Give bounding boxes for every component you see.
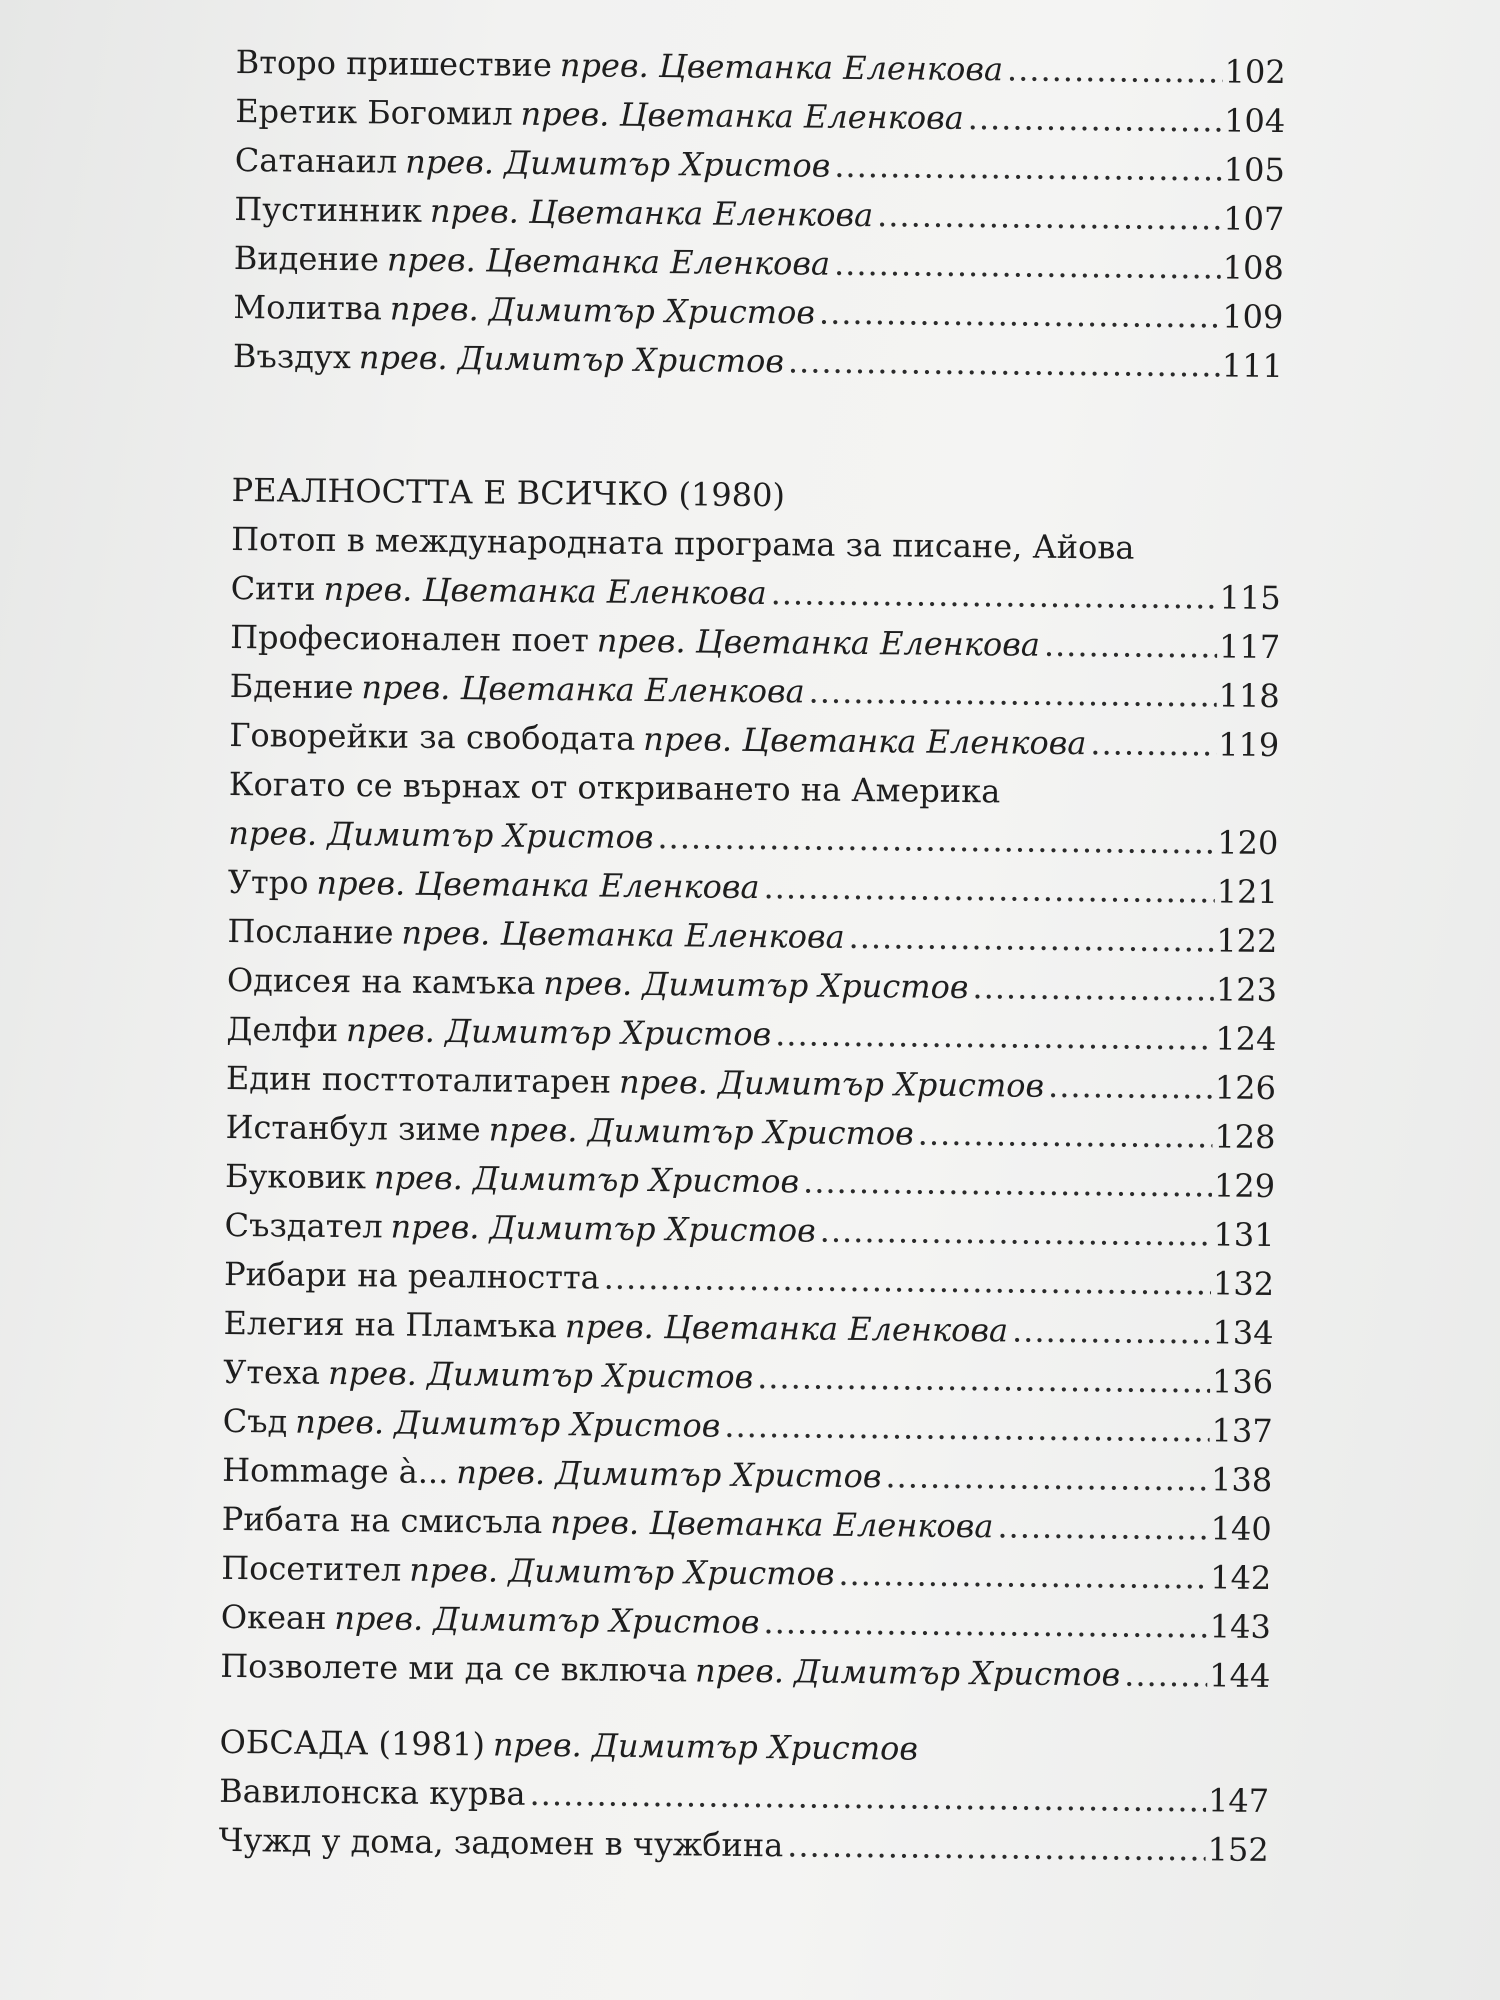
toc-entry-translator: прев. Димитър Христов bbox=[390, 1207, 816, 1250]
toc-entry-translator: прев. Димитър Христов bbox=[295, 1402, 721, 1445]
toc-block-2 bbox=[220, 466, 1282, 1701]
section-heading-text: РЕАЛНОСТТА Е ВСИЧКО (1980) bbox=[231, 470, 786, 515]
toc-entry-translator: прев. Димитър Христов bbox=[488, 1110, 914, 1153]
toc-page-number: 136 bbox=[1211, 1362, 1274, 1402]
toc-page-number: 117 bbox=[1218, 627, 1281, 667]
toc-leader-dots bbox=[724, 1402, 1210, 1456]
toc-leader-dots bbox=[918, 1110, 1213, 1162]
toc-entry-translator: прев. Цветанка Еленкова bbox=[564, 1307, 1009, 1350]
toc-block-3 bbox=[218, 1718, 1269, 1875]
toc-leader-dots bbox=[763, 863, 1215, 916]
toc-entry-title: Въздух bbox=[232, 336, 352, 377]
toc-block-1 bbox=[233, 38, 1286, 391]
toc-entry-title: Рибари на реалността bbox=[223, 1254, 600, 1297]
toc-entry-title: Говорейки за свободата bbox=[229, 715, 636, 758]
toc-entry-translator: прев. Димитър Христов bbox=[228, 813, 654, 857]
toc-leader-dots bbox=[603, 1254, 1211, 1309]
toc-entry-translator: прев. Цветанка Еленкова bbox=[520, 94, 964, 137]
toc-leader-dots bbox=[997, 1502, 1209, 1553]
toc-page bbox=[217, 38, 1286, 1988]
toc-entry-title: Еретик Богомил bbox=[235, 91, 513, 133]
toc-leader-dots bbox=[657, 813, 1215, 867]
toc-entry-title: Второ пришествие bbox=[235, 42, 553, 85]
toc-leader-dots bbox=[1048, 1062, 1213, 1113]
toc-entry-translator: прев. Цветанка Еленкова bbox=[550, 1503, 994, 1546]
toc-page-number: 121 bbox=[1216, 872, 1279, 912]
toc-page-number: 104 bbox=[1223, 101, 1286, 141]
toc-page-number: 111 bbox=[1221, 346, 1284, 386]
section-heading-text: ОБСАДА (1981) bbox=[219, 1722, 486, 1764]
toc-entry bbox=[220, 1642, 1270, 1701]
toc-page-number: 129 bbox=[1213, 1166, 1276, 1206]
toc-leader-dots bbox=[787, 1821, 1206, 1874]
toc-entry bbox=[233, 332, 1283, 391]
toc-leader-dots bbox=[877, 191, 1222, 243]
toc-leader-dots bbox=[848, 913, 1214, 966]
toc-leader-dots bbox=[1007, 45, 1223, 96]
toc-entry bbox=[218, 1816, 1268, 1875]
toc-entry-translator: прев. Димитър Христов bbox=[389, 289, 816, 332]
toc-entry-translator: прев. Димитър Христов bbox=[694, 1651, 1121, 1694]
toc-entry-translator: прев. Цветанка Еленкова bbox=[401, 913, 845, 956]
toc-leader-dots bbox=[529, 1770, 1206, 1825]
toc-entry-translator: прев. Димитър Христов bbox=[334, 1599, 760, 1642]
toc-leader-dots bbox=[819, 289, 1221, 342]
toc-page-number: 138 bbox=[1210, 1460, 1273, 1500]
toc-entry-translator: прев. Цветанка Еленкова bbox=[361, 668, 805, 711]
toc-entry-title: Послание bbox=[227, 911, 394, 952]
toc-page-number: 118 bbox=[1218, 676, 1280, 716]
toc-entry-translator: прев. Димитър Христов bbox=[618, 1062, 1045, 1105]
toc-entry-translator: прев. Цветанка Еленкова bbox=[559, 46, 1004, 89]
toc-entry-translator: прев. Димитър Христов bbox=[409, 1550, 835, 1593]
toc-entry-title: Позволете ми да се включа bbox=[220, 1646, 688, 1690]
toc-entry-title: Когато се върнах от откриването на Америка bbox=[228, 764, 1001, 811]
toc-page-number: 126 bbox=[1214, 1068, 1277, 1108]
toc-leader-dots bbox=[885, 1452, 1209, 1504]
toc-entry-translator: прев. Цветанка Еленкова bbox=[643, 719, 1087, 763]
section-heading-translator: прев. Димитър Христов bbox=[492, 1725, 919, 1768]
toc-entry-title: Видение bbox=[233, 238, 380, 279]
toc-leader-dots bbox=[763, 1598, 1208, 1651]
toc-entry-title: Рибата на смисъла bbox=[221, 1499, 543, 1542]
toc-entry-translator: прев. Цветанка Еленкова bbox=[429, 191, 874, 235]
toc-page-number: 119 bbox=[1218, 725, 1280, 765]
toc-entry-title: Утро bbox=[227, 862, 309, 902]
toc-leader-dots bbox=[834, 240, 1221, 293]
toc-entry-title: Утеха bbox=[223, 1352, 321, 1392]
toc-entry-title: Професионален поет bbox=[230, 617, 589, 660]
toc-page-number: 123 bbox=[1215, 970, 1278, 1010]
toc-leader-dots bbox=[1090, 719, 1216, 769]
toc-entries-a bbox=[229, 564, 1281, 770]
toc-page-number: 107 bbox=[1223, 199, 1285, 239]
toc-entry-title: Молитва bbox=[233, 287, 383, 328]
toc-leader-dots bbox=[972, 963, 1214, 1014]
toc-entry-title: Бдение bbox=[229, 666, 354, 707]
toc-leader-dots bbox=[808, 668, 1216, 721]
toc-entry-title: Делфи bbox=[226, 1009, 339, 1050]
toc-page-number: 105 bbox=[1223, 150, 1285, 190]
toc-page-number: 132 bbox=[1212, 1264, 1275, 1304]
toc-entry-title: Създател bbox=[224, 1205, 383, 1246]
toc-entry-translator: прев. Димитър Христов bbox=[405, 142, 831, 185]
toc-intro-text: Потоп в международната програма за писане, Айова bbox=[231, 519, 1135, 567]
toc-page-number: 140 bbox=[1210, 1509, 1272, 1549]
toc-entry-title: Hommage à... bbox=[222, 1450, 449, 1492]
toc-entry-translator: прев. Цветанка Еленкова bbox=[596, 621, 1041, 664]
toc-page-number: 152 bbox=[1207, 1830, 1269, 1869]
toc-page-number: 142 bbox=[1210, 1558, 1272, 1598]
toc-page-number: 131 bbox=[1213, 1215, 1275, 1255]
toc-entry-translator: прев. Димитър Христов bbox=[358, 338, 785, 381]
toc-page-number: 120 bbox=[1217, 823, 1279, 863]
toc-page-number: 124 bbox=[1215, 1019, 1277, 1059]
toc-page-number: 143 bbox=[1209, 1607, 1271, 1647]
toc-leader-dots bbox=[834, 142, 1222, 195]
toc-entry-title: Чужд у дома, задомен в чужбина bbox=[218, 1820, 784, 1865]
toc-entry-translator: прев. Цветанка Еленкова bbox=[323, 569, 767, 613]
toc-leader-dots bbox=[838, 1550, 1208, 1603]
toc-leader-dots bbox=[820, 1207, 1212, 1260]
toc-page-number: 122 bbox=[1216, 921, 1278, 961]
toc-leader-dots bbox=[803, 1157, 1212, 1210]
toc-entry-translator: прев. Димитър Христов bbox=[345, 1011, 772, 1054]
toc-page-number: 128 bbox=[1214, 1117, 1276, 1157]
toc-entry-title: Одисея на камъка bbox=[226, 960, 536, 1002]
toc-leader-dots bbox=[757, 1353, 1210, 1406]
toc-page-number: 115 bbox=[1219, 578, 1281, 618]
toc-entry-title: Съд bbox=[222, 1401, 288, 1441]
toc-page-number: 147 bbox=[1207, 1781, 1270, 1820]
toc-entry-title: Буковик bbox=[224, 1156, 367, 1197]
toc-entry-title: Океан bbox=[220, 1597, 327, 1637]
toc-entry-title: Сатанаил bbox=[234, 140, 398, 181]
toc-entry-translator: прев. Димитър Христов bbox=[373, 1158, 800, 1201]
toc-leader-dots bbox=[1012, 1307, 1211, 1358]
toc-entry-title: Посетител bbox=[221, 1548, 402, 1589]
toc-entry-title: Пустинник bbox=[234, 189, 423, 230]
toc-leader-dots bbox=[1044, 621, 1218, 672]
toc-leader-dots bbox=[968, 94, 1223, 145]
toc-entry-translator: прев. Цветанка Еленкова bbox=[316, 863, 760, 907]
toc-page-number: 108 bbox=[1222, 248, 1285, 288]
toc-leader-dots bbox=[775, 1010, 1214, 1063]
toc-entries-c bbox=[218, 1767, 1269, 1875]
toc-entry-title: Елегия на Пламъка bbox=[223, 1303, 558, 1346]
toc-leader-dots bbox=[770, 569, 1217, 622]
toc-entry-title: Истанбул зиме bbox=[225, 1107, 481, 1149]
toc-page-number: 109 bbox=[1222, 297, 1284, 337]
toc-entry-title: Вавилонска курва bbox=[218, 1771, 526, 1813]
toc-entry-translator: прев. Димитър Христов bbox=[543, 963, 969, 1007]
toc-entry-translator: прев. Цветанка Еленкова bbox=[386, 240, 831, 283]
toc-entry-title: Един посттоталитарен bbox=[225, 1058, 612, 1101]
toc-entry-title: Сити bbox=[230, 568, 316, 608]
toc-page-number: 134 bbox=[1212, 1313, 1274, 1353]
toc-leader-dots bbox=[1124, 1651, 1207, 1701]
toc-page-number: 144 bbox=[1209, 1656, 1271, 1696]
toc-entry-translator: прев. Димитър Христов bbox=[456, 1453, 882, 1496]
toc-entries-b bbox=[220, 858, 1278, 1701]
toc-leader-dots bbox=[788, 337, 1220, 390]
toc-page-number: 137 bbox=[1211, 1411, 1273, 1451]
toc-page-number: 102 bbox=[1224, 52, 1286, 92]
toc-entry-translator: прев. Димитър Христов bbox=[327, 1353, 754, 1397]
